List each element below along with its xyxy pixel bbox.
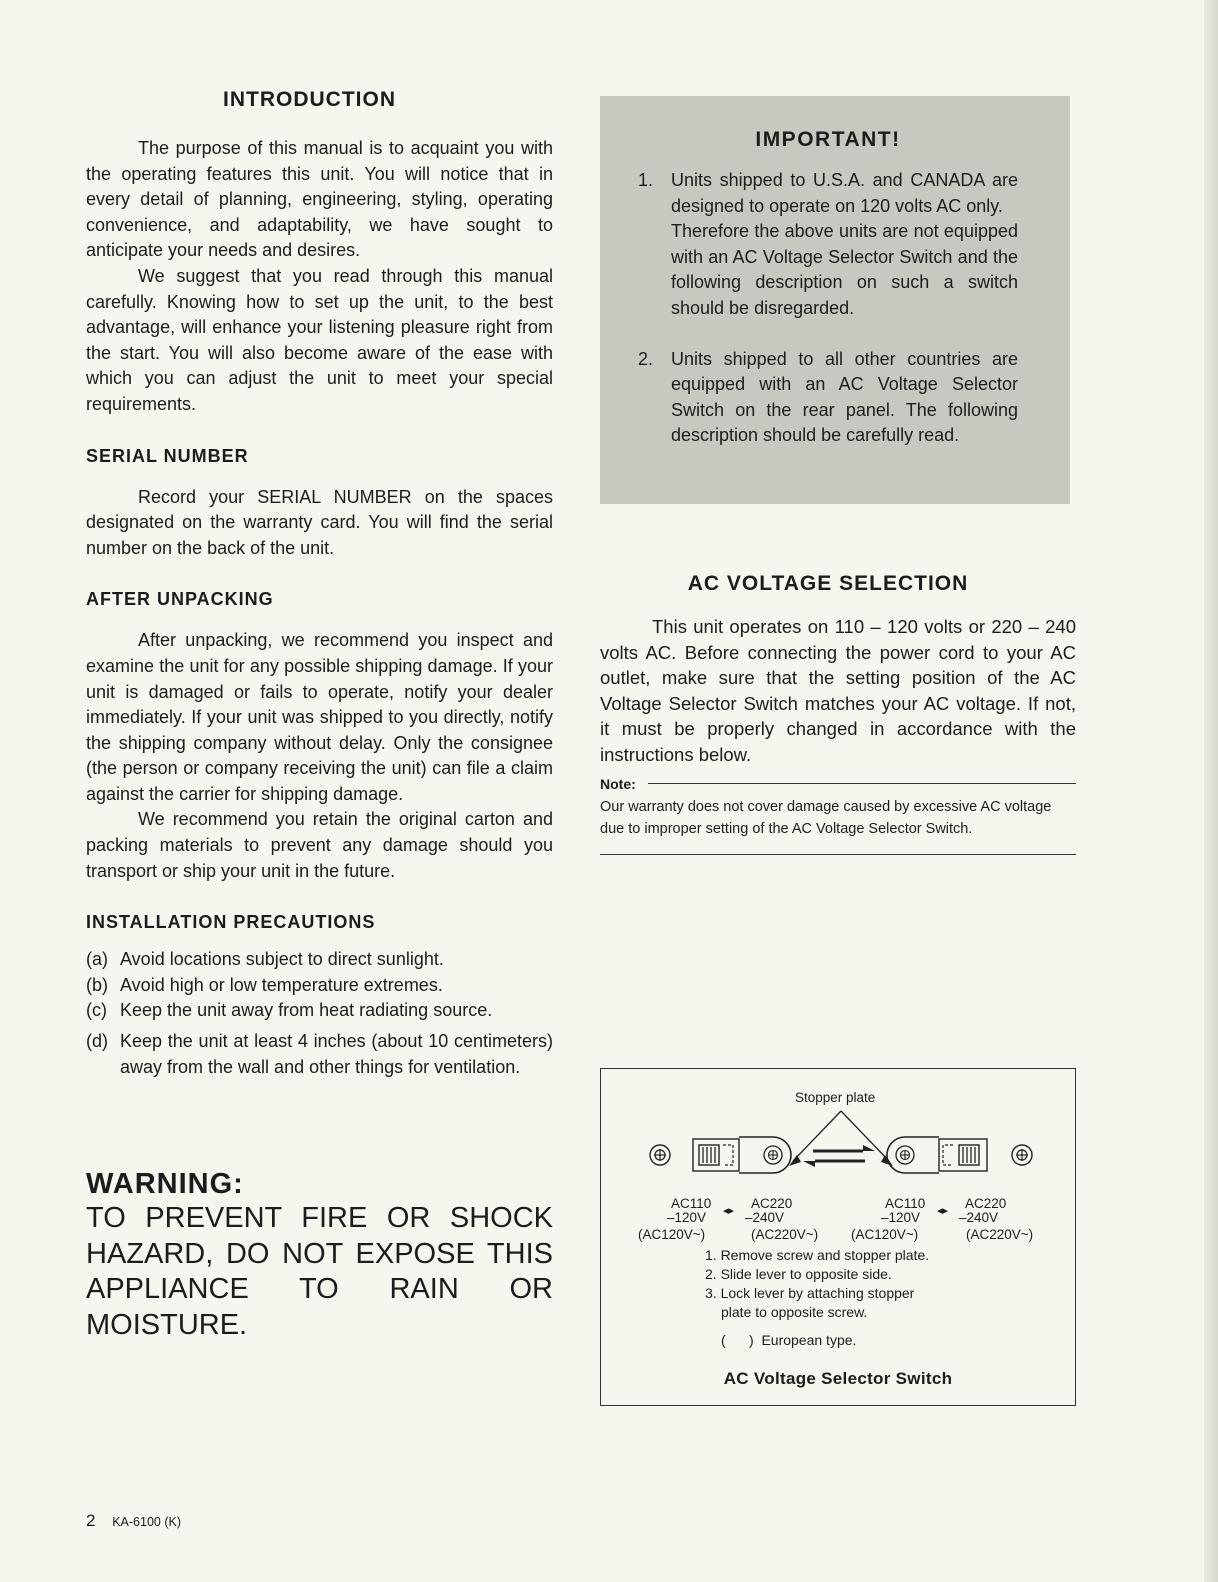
installation-list: [86, 947, 553, 1080]
left-240v-label: –240V: [745, 1210, 785, 1225]
list-marker: (b): [86, 974, 108, 995]
list-text: [671, 168, 1018, 322]
serial-number-paragraph: Record your SERIAL NUMBER on the spaces designated on the warranty card. You will find the serial number on the back of the unit.: [86, 486, 553, 558]
left-column: [86, 88, 553, 1343]
after-unpacking-paragraph-2: We recommend you retain the original carton and packing materials to prevent any damage should you transport or ship your unit in the future.: [86, 809, 553, 881]
warning-title: WARNING:: [86, 1168, 244, 1201]
switch-right-icon: [887, 1137, 987, 1173]
installation-precautions-title: INSTALLATION PRECAUTIONS: [86, 912, 376, 933]
step-3-cont: plate to opposite screw.: [721, 1304, 868, 1320]
left-120v-label: –120V: [667, 1210, 707, 1225]
right-column: [600, 96, 1076, 855]
step-1: 1. Remove screw and stopper plate.: [705, 1247, 930, 1263]
list-marker: (c): [86, 1000, 107, 1021]
right-ac220-label: AC220: [965, 1196, 1007, 1211]
instruction-steps: [705, 1246, 929, 1350]
model-number: KA-6100 (K): [112, 1515, 181, 1529]
right-240v-label: –240V: [959, 1210, 999, 1225]
right-ac110-label: AC110: [885, 1196, 926, 1211]
step-2: 2. Slide lever to opposite side.: [705, 1266, 892, 1282]
after-unpacking-paragraph-1: After unpacking, we recommend you inspect and examine the unit for any possible shipping damage. If your unit is damaged or fails to operate, notify your dealer immediately. If your unit was shipped to you directly, notify the shipping company without delay. Only the consignee (the person or company receiving the unit) can file a claim against the carrier for shipping damage.: [86, 630, 553, 804]
ac-voltage-selector-diagram: [600, 1068, 1076, 1406]
ac-voltage-selection-title: AC VOLTAGE SELECTION: [687, 572, 969, 595]
list-item: [86, 1029, 553, 1080]
important-title: IMPORTANT!: [755, 128, 901, 151]
screw-icon: [650, 1145, 670, 1165]
list-marker: (a): [86, 949, 108, 970]
stopper-plate-label: Stopper plate: [795, 1090, 876, 1105]
page-number: 2: [86, 1511, 96, 1530]
switch-left-icon: [693, 1137, 791, 1173]
introduction-paragraph-2: We suggest that you read through this manual carefully. Knowing how to set up the unit, to the best advantage, will enhance your listening pleasure right from the start. You will also become aware of the ease with which you can adjust the unit to meet your special requirements.: [86, 265, 553, 414]
list-text: Keep the unit away from heat radiating source.: [120, 1000, 493, 1021]
page-edge: [1204, 0, 1218, 1582]
note-text: Our warranty does not cover damage caused by excessive AC voltage due to improper setting of the AC Voltage Selector Switch.: [600, 798, 1052, 837]
left-eu-120v-label: (AC120V~): [638, 1227, 706, 1242]
european-type-note: ( ) European type.: [721, 1332, 857, 1348]
diagram-caption: AC Voltage Selector Switch: [723, 1369, 953, 1388]
list-item: [86, 998, 553, 1024]
left-ac220-label: AC220: [751, 1196, 793, 1211]
introduction-paragraph-1: The purpose of this manual is to acquaint you with the operating features this unit. You will notice that in every detail of planning, engineering, styling, operating convenience, and adaptability, we have sought to anticipate your needs and desires.: [86, 138, 553, 261]
important-item-1-text-2: Therefore the above units are not equipped with an AC Voltage Selector Switch and the following description on such a switch should be disregarded.: [671, 221, 1018, 318]
page-footer: [86, 1511, 181, 1531]
warning-text: TO PREVENT FIRE OR SHOCK HAZARD, DO NOT EXPOSE THIS APPLIANCE TO RAIN OR MOISTURE.: [86, 1202, 553, 1341]
list-text: Keep the unit at least 4 inches (about 10 centimeters) away from the wall and other things for ventilation.: [120, 1031, 553, 1077]
note-rule: [648, 783, 1076, 784]
list-item: [86, 947, 553, 973]
step-3: 3. Lock lever by attaching stopper: [705, 1285, 915, 1301]
right-eu-220v-label: (AC220V~): [966, 1227, 1034, 1242]
important-box: [600, 96, 1070, 504]
list-text: Avoid locations subject to direct sunlight.: [120, 949, 444, 970]
slide-arrows-icon: [803, 1145, 875, 1167]
arrow-icon: ◂▸: [937, 1205, 949, 1217]
list-marker: (d): [86, 1031, 108, 1052]
right-120v-label: –120V: [881, 1210, 921, 1225]
left-eu-220v-label: (AC220V~): [751, 1227, 819, 1242]
introduction-title: INTRODUCTION: [223, 88, 396, 111]
list-item: [638, 168, 1018, 322]
important-item-1-text: Units shipped to U.S.A. and CANADA are designed to operate on 120 volts AC only.: [671, 170, 1018, 216]
after-unpacking-title: AFTER UNPACKING: [86, 589, 274, 610]
list-item: [638, 347, 1018, 449]
right-eu-120v-label: (AC120V~): [851, 1227, 919, 1242]
list-text: Avoid high or low temperature extremes.: [120, 974, 443, 995]
note-label: [600, 776, 1076, 792]
divider: [600, 854, 1076, 855]
screw-icon: [1012, 1145, 1032, 1165]
left-ac110-label: AC110: [671, 1196, 712, 1211]
note-label-text: Note:: [600, 775, 636, 792]
ac-voltage-selection-paragraph: This unit operates on 110 – 120 volts or 220 – 240 volts AC. Before connecting the power cord to your AC outlet, make sure that the setting position of the AC Voltage Selector Switch matches your AC voltage. If not, it must be properly changed in accordance with the instructions below.: [600, 616, 1076, 765]
list-text: Units shipped to all other countries are equipped with an AC Voltage Selector Switch on the rear panel. The following description should be carefully read.: [671, 348, 1018, 446]
serial-number-title: SERIAL NUMBER: [86, 445, 249, 466]
arrow-icon: ◂▸: [723, 1205, 735, 1217]
list-item: [86, 973, 553, 999]
list-marker: 1.: [638, 170, 654, 190]
list-marker: 2.: [638, 348, 654, 369]
